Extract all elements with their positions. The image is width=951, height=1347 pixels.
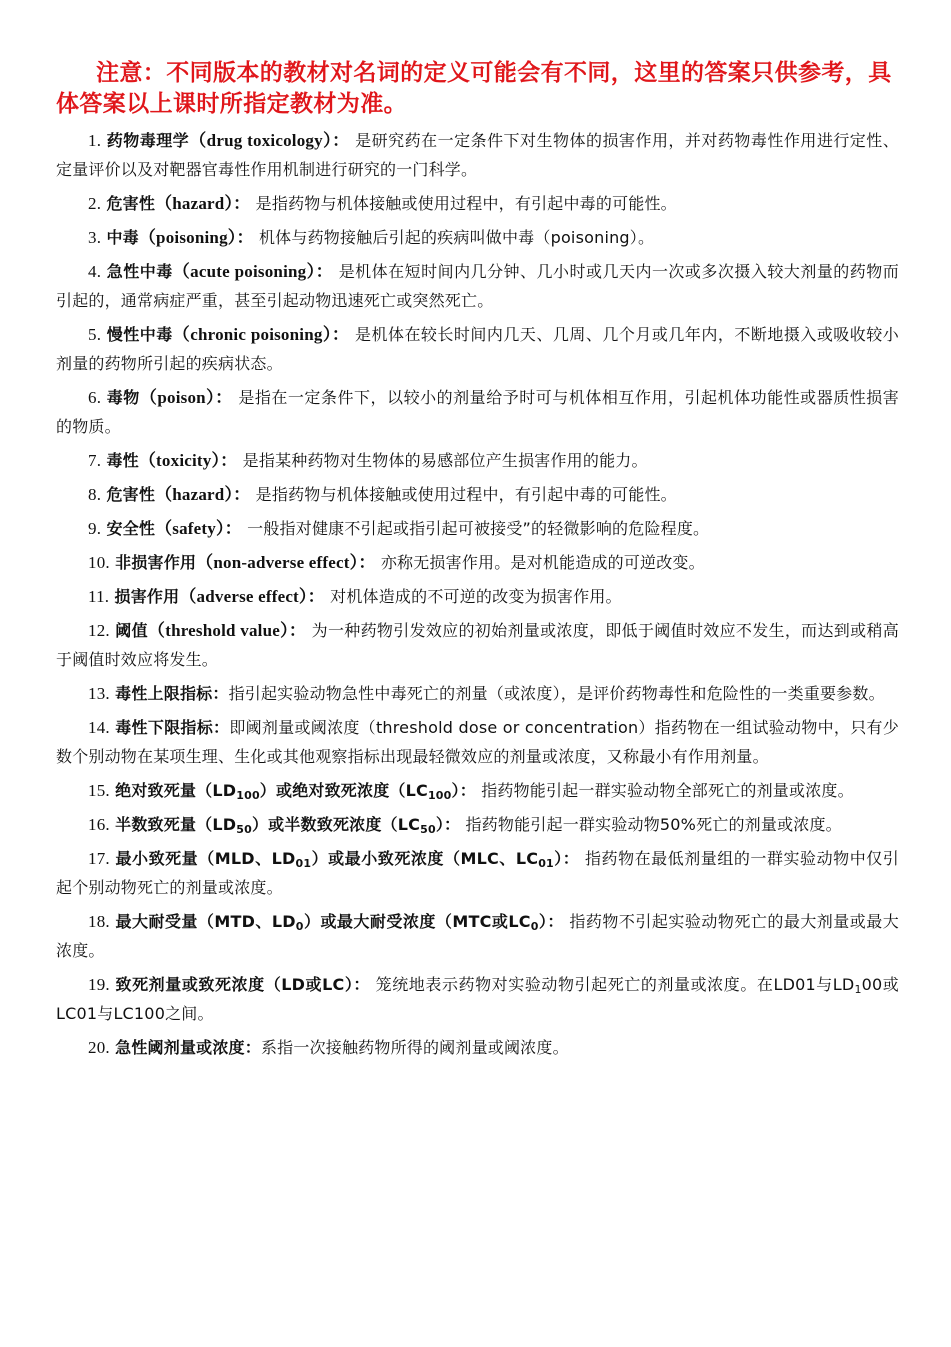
term-12: 12. 阈值（threshold value）： 为一种药物引发效应的初始剂量或浓度，即低于阈值时效应不发生，而达到或稍高于阈值时效应将发生。 [56, 621, 899, 669]
term-14: 14. 毒性下限指标：即阈剂量或阈浓度（threshold dose or concentration）指药物在一组试验动物中，只有少数个别动物在某项生理、生化或其他观察指标出现最轻微效应的剂量或浓度，又称最小有作用剂量。 [56, 718, 900, 766]
term-17: 17. 最小致死量（MLD、$LD_{01}$）或最小致死浓度（MLC、$LC_{01}$）： 指药物在最低剂量组的一群实验动物中仅引起个别动物死亡的剂量或浓度。 [56, 849, 899, 897]
term-6: 6. 毒物（poison）： 是指在一定条件下，以较小的剂量给予时可与机体相互作用，引起机体功能性或器质性损害的物质。 [56, 388, 899, 436]
notice-text: 注意：不同版本的教材对名词的定义可能会有不同，这里的答案只供参考，具体答案以上课时所指定教材为准。 [56, 60, 892, 117]
term-8: 8. 危害性（hazard）： 是指药物与机体接触或使用过程中，有引起中毒的可能性。 [88, 485, 677, 504]
term-9: 9. 安全性（safety）： 一般指对健康不引起或指引起可被接受”的轻微影响的危险程度。 [88, 519, 710, 538]
term-4: 4. 急性中毒（acute poisoning）： 是机体在短时间内几分钟、几小时或几天内一次或多次摄入较大剂量的药物而引起的，通常病症严重，甚至引起动物迅速死亡或突然死亡。 [56, 262, 899, 310]
term-18: 18. 最大耐受量（MTD、$LD_0$）或最大耐受浓度（MTC或$LC_0$）： 指药物不引起实验动物死亡的最大剂量或最大浓度。 [56, 912, 899, 960]
term-13: 13. 毒性上限指标：指引起实验动物急性中毒死亡的剂量（或浓度），是评价药物毒性和危险性的一类重要参数。 [88, 684, 885, 703]
term-15: 15. 绝对致死量$(LD_{100})$或绝对致死浓度$(LC_{100})$： 指药物能引起一群实验动物全部死亡的剂量或浓度。 [88, 781, 854, 802]
term-20: 20. 急性阈剂量或浓度：系指一次接触药物所得的阈剂量或阈浓度。 [88, 1038, 569, 1057]
term-10: 10. 非损害作用（non-adverse effect）： 亦称无损害作用。是对机能造成的可逆改变。 [88, 553, 705, 572]
term-1: 1. 药物毒理学（drug toxicology）： 是研究药在一定条件下对生物体的损害作用，并对药物毒性作用进行定性、定量评价以及对靶器官毒性作用机制进行研究的一门科学。 [56, 131, 899, 179]
term-5: 5. 慢性中毒（chronic poisoning）： 是机体在较长时间内几天、几周、几个月或几年内，不断地摄入或吸收较小剂量的药物所引起的疾病状态。 [56, 325, 899, 373]
term-7: 7. 毒性（toxicity）： 是指某种药物对生物体的易感部位产生损害作用的能力。 [88, 451, 648, 470]
term-11: 11. 损害作用（adverse effect）： 对机体造成的不可逆的改变为损害作用。 [88, 587, 622, 606]
term-16: 16. 半数致死量$(LD_{50})$或半数致死浓度$(LC_{50})$： 指药物能引起一群实验动物50%死亡的剂量或浓度。 [88, 815, 842, 836]
term-19: 19. 致死剂量或致死浓度（LD或LC）： 笼统地表示药物对实验动物引起死亡的剂量或浓度。在LD01与$LD_100$或LC01与LC100之间。 [56, 975, 899, 1023]
term-2: 2. 危害性（hazard）： 是指药物与机体接触或使用过程中，有引起中毒的可能性。 [88, 194, 677, 213]
term-3: 3. 中毒（poisoning）： 机体与药物接触后引起的疾病叫做中毒（poisoning）。 [88, 228, 655, 247]
